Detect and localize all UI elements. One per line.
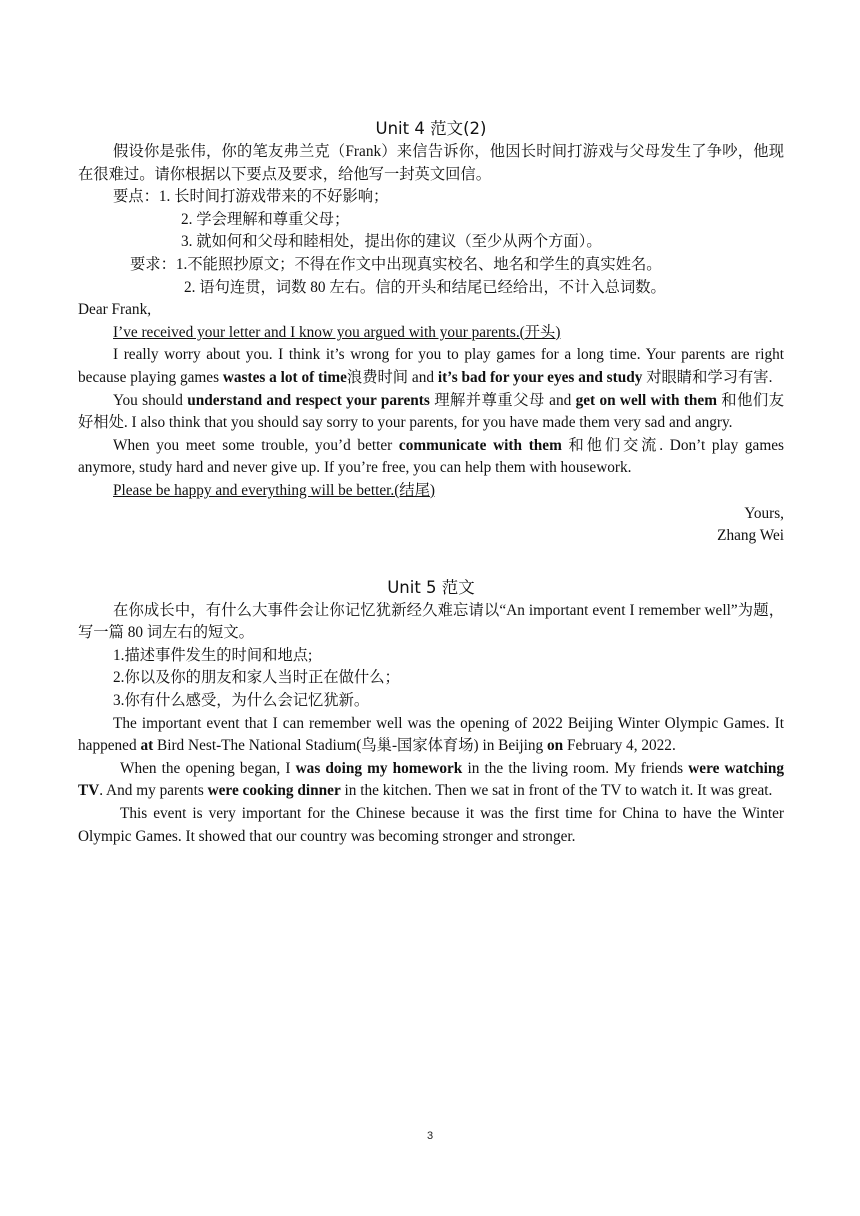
essay-paragraph-1 [78, 713, 784, 758]
unit5-prompt: 在你成长中，有什么大事件会让你记忆犹新经久难忘请以“An important event I remember well”为题，写一篇 80 词左右的短文。 [78, 601, 784, 642]
letter-paragraph-1 [78, 344, 784, 389]
text-run: I really worry about you. I think it’s wrong for you to play games for a long time. Your parents are right because playing games [78, 346, 784, 386]
text-run: When you meet some trouble, you’d better [113, 436, 399, 454]
letter-yours: Yours, [744, 504, 784, 522]
bold-phrase: were watching TV [78, 759, 785, 800]
bold-phrase: was doing my homework [295, 759, 463, 777]
unit5-title: Unit 5 范文 [387, 577, 475, 597]
text-run: February 4, 2022. [563, 737, 676, 755]
text-run: 理解并尊重父母 and [429, 391, 576, 409]
unit5-item-1: 1.描述事件发生的时间和地点; [113, 646, 313, 664]
letter-closing-text: Please be happy and everything will be better.(结尾) [113, 481, 435, 499]
letter-paragraph-2 [78, 390, 784, 435]
text-run: Bird Nest-The National Stadium(鸟巢-国家体育场) in Beijing [153, 737, 548, 755]
bold-phrase: communicate with them [398, 436, 562, 454]
unit4-point-1: 要点：1. 长时间打游戏带来的不好影响； [113, 188, 389, 206]
letter-paragraph-3 [78, 435, 784, 480]
unit4-requirement-1: 要求：1.不能照抄原文；不得在作文中出现真实校名、地名和学生的真实姓名。 [130, 255, 662, 273]
essay-paragraph-3: This event is very important for the Chinese because it was the first time for China to have the Winter Olympic Games. It showed that our country was becoming stronger and stronger. [78, 805, 784, 845]
text-run: You should [113, 391, 188, 409]
bold-phrase: get on well with them [575, 391, 717, 409]
unit4-point-3: 3. 就如何和父母和睦相处，提出你的建议（至少从两个方面）。 [181, 233, 602, 251]
bold-phrase: at [140, 737, 154, 755]
letter-signature: Zhang Wei [717, 527, 784, 545]
text-run: in the kitchen. Then we sat in front of the TV to watch it. It was great. [340, 782, 773, 800]
text-run: 浪费时间 and [346, 368, 438, 386]
text-run: When the opening began, I [120, 759, 296, 777]
unit4-title: Unit 4 范文(2) [375, 119, 487, 138]
unit5-item-3: 3.你有什么感受，为什么会记忆犹新。 [113, 692, 370, 710]
text-run: The important event that I can remember well was the opening of 2022 Beijing Winter Olympic Games. It happened [78, 714, 784, 755]
letter-closing [78, 480, 784, 503]
text-run: 对眼睛和学习有害. [642, 368, 773, 386]
text-run: in the the living room. My friends [462, 759, 689, 777]
text-run: 和他们友好相处. I also think that you should say sorry to your parents, for you have made them very sad and angry. [78, 391, 785, 432]
bold-phrase: wastes a lot of time [222, 368, 347, 386]
unit4-prompt: 假设你是张伟，你的笔友弗兰克（Frank）来信告诉你，他因长时间打游戏与父母发生了争吵，他现在很难过。请你根据以下要点及要求，给他写一封英文回信。 [78, 143, 784, 183]
text-run: 和他们交流. Don’t play games anymore, study hard and never give up. If you’re free, you can help them with housework. [78, 436, 784, 477]
unit4-requirement-2: 2. 语句连贯，词数 80 左右。信的开头和结尾已经给出，不计入总词数。 [184, 278, 666, 296]
letter-salutation: Dear Frank, [78, 301, 152, 319]
letter-opening [78, 322, 784, 345]
text-run: . And my parents [99, 782, 208, 800]
essay-paragraph-2 [78, 758, 784, 803]
page-number: 3 [426, 1130, 434, 1142]
bold-phrase: were cooking dinner [207, 782, 341, 800]
unit5-item-2: 2.你以及你的朋友和家人当时正在做什么； [113, 669, 400, 687]
letter-opening-text: I’ve received your letter and I know you argued with your parents.(开头) [113, 323, 561, 341]
page-content [78, 117, 784, 848]
bold-phrase: understand and respect your parents [187, 391, 430, 409]
section-spacer [78, 548, 784, 576]
unit4-point-2: 2. 学会理解和尊重父母； [181, 210, 350, 228]
bold-phrase: it’s bad for your eyes and study [437, 368, 643, 386]
bold-phrase: on [547, 737, 564, 755]
